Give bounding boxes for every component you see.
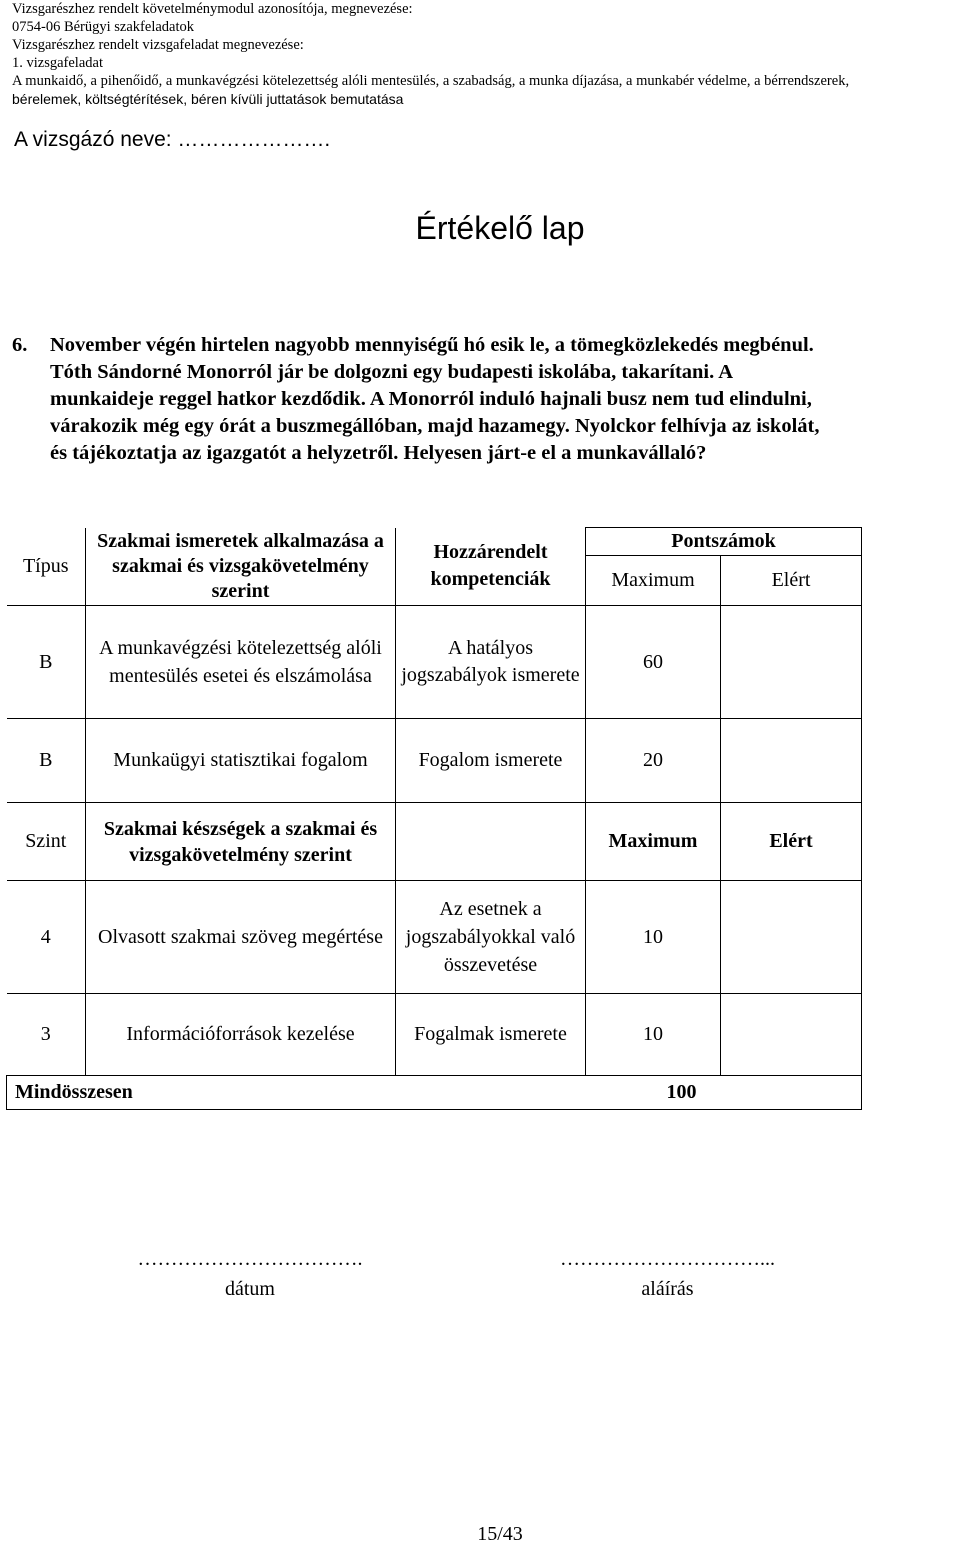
- signature-block: [525, 1244, 810, 1304]
- row-skill: Olvasott szakmai szöveg megértése: [86, 881, 396, 994]
- task-line: és tájékoztatja az igazgatót a helyzetről. Helyesen járt-e el a munkavállaló?: [50, 442, 707, 464]
- header-achieved: Elért: [721, 556, 862, 606]
- header-line: 0754-06 Bérügyi szakfeladatok: [12, 19, 195, 35]
- task-line: várakozik még egy órát a buszmegállóban, majd hazamegy. Nyolckor felhívja az iskolát,: [50, 415, 820, 437]
- header-line: 1. vizsgafeladat: [12, 55, 103, 71]
- header-empty: [396, 803, 586, 881]
- task-line: Tóth Sándorné Monorról jár be dolgozni egy budapesti iskolába, takarítani. A: [50, 361, 734, 383]
- page-title: Értékelő lap: [415, 210, 585, 246]
- header-skills: Szakmai készségek a szakmai és vizsgakövetelmény szerint: [86, 803, 396, 881]
- header-achieved-2: Elért: [721, 803, 862, 881]
- table-row: [7, 881, 862, 994]
- document-header: [12, 0, 952, 108]
- table-row: [7, 719, 862, 803]
- header-level: Szint: [7, 803, 86, 881]
- header-line: A munkaidő, a pihenőidő, a munkavégzési kötelezettség alóli mentesülés, a szabadság, a munka díjazása, a munkabér védelme, a bérrendszerek,: [12, 73, 850, 89]
- row-max: 20: [586, 719, 721, 803]
- row-max: 10: [586, 994, 721, 1076]
- task-text: [12, 332, 955, 467]
- row-type: B: [7, 606, 86, 719]
- row-max: 60: [586, 606, 721, 719]
- row-level: 3: [7, 994, 86, 1076]
- row-type: B: [7, 719, 86, 803]
- date-label: dátum: [225, 1278, 275, 1300]
- header-competence: Hozzárendelt kompetenciák: [396, 528, 586, 606]
- row-achieved: [721, 994, 862, 1076]
- total-row: [7, 1076, 862, 1110]
- examinee-name-label: A vizsgázó neve: ………………….: [14, 128, 331, 151]
- row-competence: Fogalmak ismerete: [396, 994, 586, 1076]
- row-skill: Információforrások kezelése: [86, 994, 396, 1076]
- table-row: [7, 994, 862, 1076]
- row-knowledge: A munkavégzési kötelezettség alóli mentesülés esetei és elszámolása: [86, 606, 396, 719]
- task-line: November végén hirtelen nagyobb mennyiségű hó esik le, a tömegközlekedés megbénul.: [50, 334, 814, 356]
- row-level: 4: [7, 881, 86, 994]
- header-maximum-2: Maximum: [586, 803, 721, 881]
- row-achieved: [721, 606, 862, 719]
- task-line: munkaideje reggel hatkor kezdődik. A Monorról induló hajnali busz nem tud elindulni,: [50, 388, 812, 410]
- header-line: Vizsgarészhez rendelt vizsgafeladat megnevezése:: [12, 37, 304, 53]
- row-competence: Az esetnek a jogszabályokkal való összevetése: [396, 881, 586, 994]
- date-signature-block: [112, 1244, 388, 1304]
- page-number: 15/43: [477, 1523, 523, 1545]
- header-points: Pontszámok: [586, 528, 862, 556]
- total-label: Mindösszesen: [7, 1076, 586, 1110]
- signature-label: aláírás: [641, 1278, 694, 1300]
- header-line: bérelemek, költségtérítések, béren kívüli juttatások bemutatása: [12, 91, 404, 107]
- header-knowledge: Szakmai ismeretek alkalmazása a szakmai és vizsgakövetelmény szerint: [86, 528, 396, 606]
- total-achieved: [721, 1076, 862, 1110]
- table-row: [7, 606, 862, 719]
- header-line: Vizsgarészhez rendelt követelménymodul azonosítója, megnevezése:: [12, 1, 413, 17]
- task-number: 6.: [12, 334, 28, 356]
- header-maximum: Maximum: [586, 556, 721, 606]
- row-achieved: [721, 719, 862, 803]
- row-max: 10: [586, 881, 721, 994]
- signature-dots: …………………………...: [560, 1248, 775, 1270]
- row-knowledge: Munkaügyi statisztikai fogalom: [86, 719, 396, 803]
- header-type: Típus: [7, 528, 86, 606]
- date-dots: …………………………….: [137, 1248, 363, 1270]
- row-competence: Fogalom ismerete: [396, 719, 586, 803]
- row-achieved: [721, 881, 862, 994]
- row-competence: A hatályos jogszabályok ismerete: [396, 606, 586, 719]
- total-value: 100: [586, 1076, 721, 1110]
- evaluation-table: [6, 527, 862, 1110]
